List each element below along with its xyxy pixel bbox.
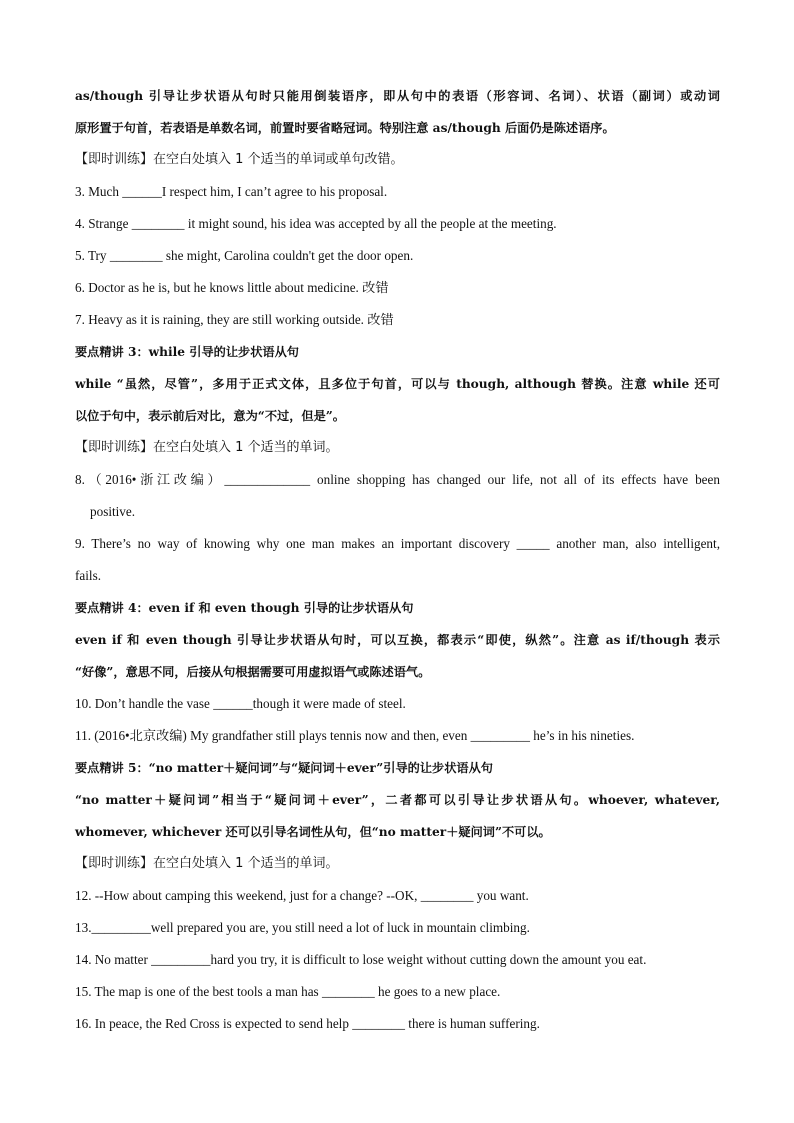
section-heading: 要点精讲 4：even if 和 even though 引导的让步状语从句 — [75, 601, 414, 615]
section-heading: 要点精讲 3：while 引导的让步状语从句 — [75, 345, 299, 359]
paragraph-line: while “虽然，尽管”，多用于正式文体，且多位于句首，可以与 though, although 替换。注意 while 还可 — [75, 377, 720, 391]
exercise-item: 10. Don’t handle the vase ______though it were made of steel. — [75, 696, 406, 711]
section-heading: 要点精讲 5：“no matter＋疑问词”与“疑问词＋ever”引导的让步状语从句 — [75, 761, 493, 775]
exercise-heading: 【即时训练】在空白处填入 1 个适当的单词或单句改错。 — [75, 152, 404, 167]
paragraph-line: as/though 引导让步状语从句时只能用倒装语序，即从句中的表语（形容词、名词）、状语（副词）或动词 — [75, 89, 720, 103]
exercise-item: 15. The map is one of the best tools a man has ________ he goes to a new place. — [75, 984, 501, 999]
exercise-item: 14. No matter _________hard you try, it is difficult to lose weight without cutting down the amount you eat. — [75, 952, 647, 967]
paragraph-line: “好像”，意思不同，后接从句根据需要可用虚拟语气或陈述语气。 — [75, 665, 431, 679]
exercise-item: 11. (2016•北京改编) My grandfather still plays tennis now and then, even _________ he’s in his nineties. — [75, 728, 635, 743]
exercise-item: 3. Much ______I respect him, I can’t agree to his proposal. — [75, 184, 388, 199]
exercise-item: 13._________well prepared you are, you still need a lot of luck in mountain climbing. — [75, 920, 530, 935]
exercise-item: 16. In peace, the Red Cross is expected to send help ________ there is human suffering. — [75, 1016, 540, 1031]
exercise-item-continuation: fails. — [75, 568, 102, 583]
exercise-item: 7. Heavy as it is raining, they are still working outside. 改错 — [75, 312, 394, 327]
paragraph-line: 原形置于句首，若表语是单数名词，前置时要省略冠词。特别注意 as/though 后面仍是陈述语序。 — [75, 121, 615, 135]
paragraph-line: 以位于句中，表示前后对比，意为“不过，但是”。 — [75, 409, 345, 423]
paragraph-line: whomever, whichever 还可以引导名词性从句，但“no matter＋疑问词”不可以。 — [75, 825, 551, 839]
exercise-item: 4. Strange ________ it might sound, his idea was accepted by all the people at the meeting. — [75, 216, 557, 231]
exercise-item: 9. There’s no way of knowing why one man makes an important discovery _____ another man, also intelligent, — [75, 536, 720, 551]
exercise-item: 6. Doctor as he is, but he knows little about medicine. 改错 — [75, 280, 389, 295]
exercise-item: 5. Try ________ she might, Carolina couldn't get the door open. — [75, 248, 414, 263]
exercise-heading: 【即时训练】在空白处填入 1 个适当的单词。 — [75, 440, 339, 455]
paragraph-line: even if 和 even though 引导让步状语从句时，可以互换，都表示“即使，纵然”。注意 as if/though 表示 — [75, 633, 720, 647]
exercise-item: 12. --How about camping this weekend, just for a change? --OK, ________ you want. — [75, 888, 529, 903]
exercise-item-continuation: positive. — [90, 504, 136, 519]
exercise-heading: 【即时训练】在空白处填入 1 个适当的单词。 — [75, 856, 339, 871]
paragraph-line: “no matter＋疑问词”相当于“疑问词＋ever”，二者都可以引导让步状语从句。whoever, whatever, — [75, 793, 720, 807]
exercise-item: 8.（2016•浙江改编）_____________ online shopping has changed our life, not all of its effects have been — [75, 472, 720, 487]
